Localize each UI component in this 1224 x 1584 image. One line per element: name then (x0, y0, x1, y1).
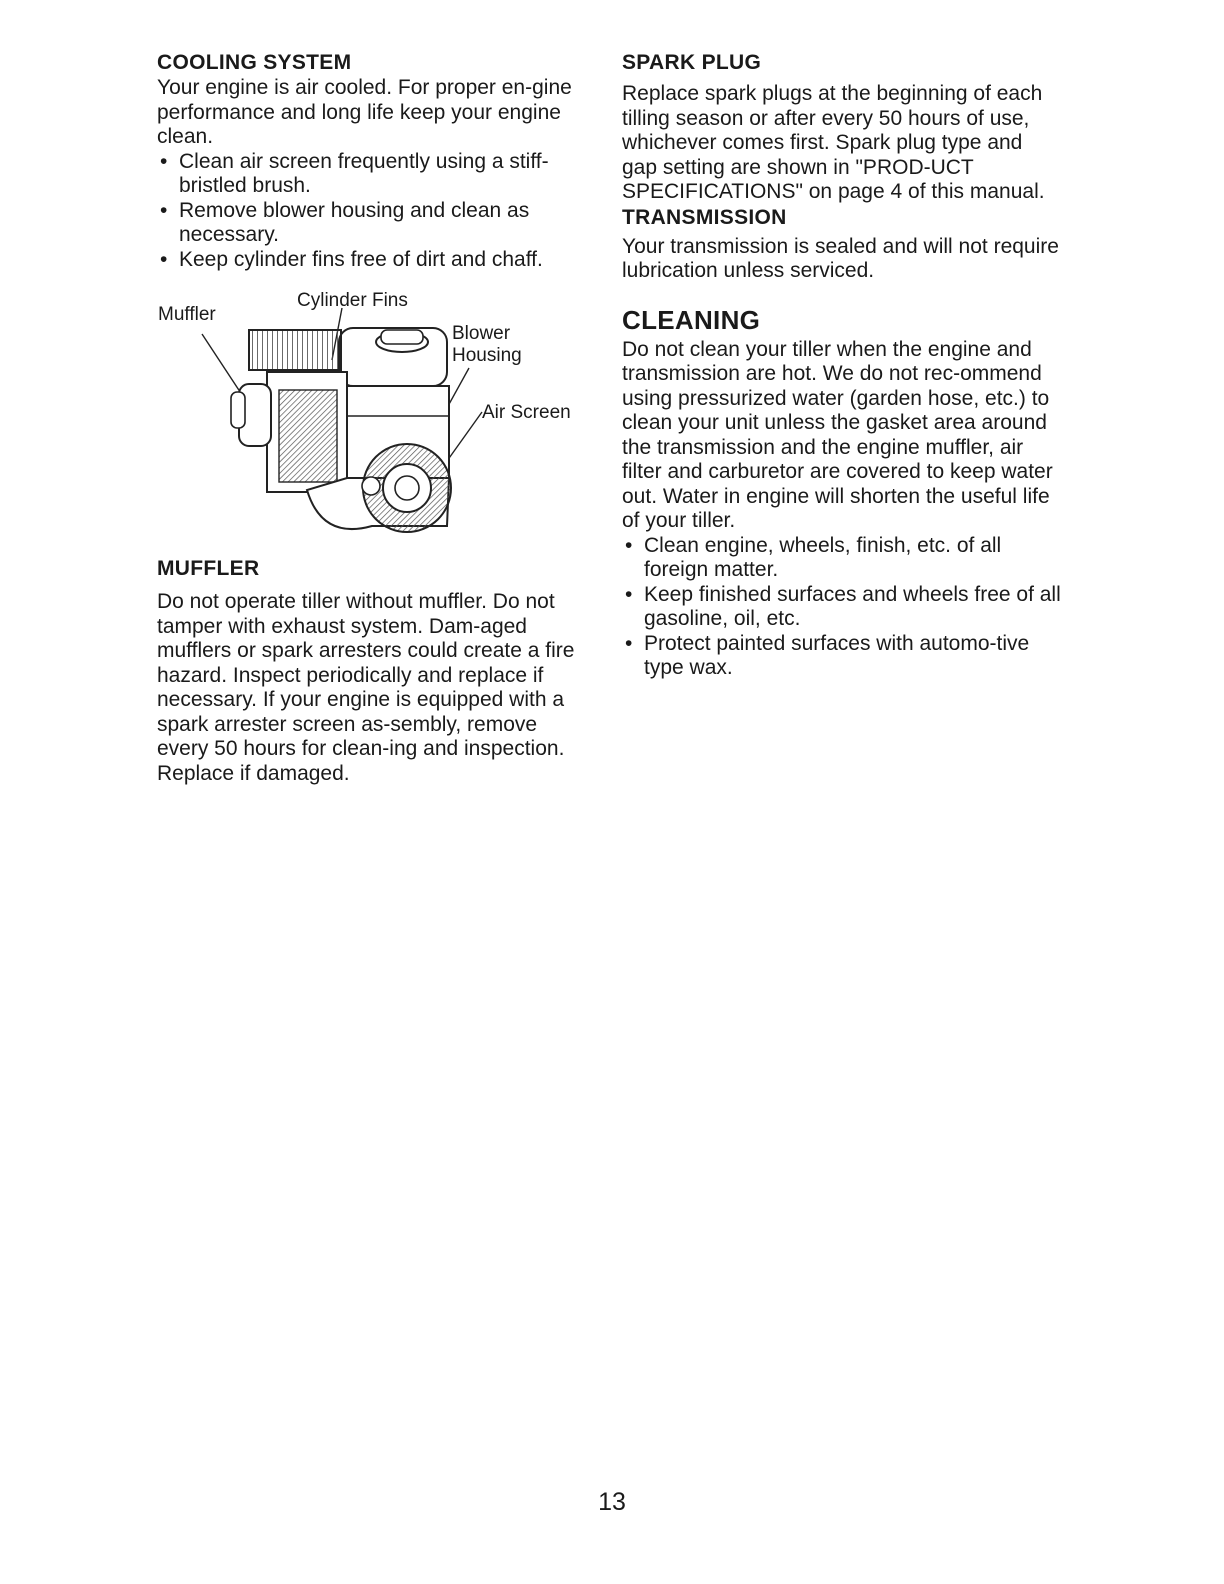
transmission-text: Your transmission is sealed and will not require lubrication unless serviced. (622, 234, 1059, 282)
list-item: • Clean air screen frequently using a stiff-bristled brush. (160, 149, 549, 197)
list-item: • Remove blower housing and clean as necessary. (160, 198, 530, 246)
cooling-bullet-list (157, 150, 587, 273)
engine-diagram (157, 290, 587, 540)
list-item: • Protect painted surfaces with automo-tive type wax. (625, 631, 1030, 679)
muffler-heading: MUFFLER (157, 557, 260, 580)
muffler-text: Do not operate tiller without muffler. Do not tamper with exhaust system. Dam-aged mufflers or spark arresters could create a fire hazard. Inspect periodically and replace if necessary. If your engine is equipped with a spark arrester screen as-sembly, remove every 50 hours for clean-ing and inspection. Replace if damaged. (157, 590, 575, 785)
housing-label: Housing (452, 345, 522, 366)
page-number: 13 (598, 1488, 626, 1516)
list-item: • Clean engine, wheels, finish, etc. of all foreign matter. (625, 533, 1002, 581)
bullet-icon: • (625, 533, 633, 557)
bullet-icon: • (160, 149, 168, 173)
list-item: • Keep finished surfaces and wheels free of all gasoline, oil, etc. (625, 582, 1061, 630)
cooling-system-text: Your engine is air cooled. For proper en-gine performance and long life keep your engine clean. (157, 76, 572, 148)
transmission-heading: TRANSMISSION (622, 205, 787, 229)
bullet-icon: • (625, 631, 633, 655)
cylinder-fins-label: Cylinder Fins (297, 290, 408, 311)
blower-label: Blower (452, 323, 511, 344)
right-column (622, 50, 1062, 681)
cooling-system-heading: COOLING SYSTEM (157, 51, 352, 74)
spark-plug-heading: SPARK PLUG (622, 51, 762, 74)
bullet-icon: • (160, 247, 168, 271)
air-screen-label: Air Screen (482, 402, 571, 423)
bullet-icon: • (625, 582, 633, 606)
list-item: • Keep cylinder fins free of dirt and chaff. (160, 247, 543, 271)
muffler-label: Muffler (158, 304, 216, 325)
cleaning-heading: CLEANING (622, 304, 761, 335)
left-column (157, 50, 587, 786)
cleaning-bullet-list (622, 534, 1062, 681)
engine-illustration (157, 290, 587, 540)
spark-plug-text: Replace spark plugs at the beginning of each tilling season or after every 50 hours of use, whichever comes first. Spark plug type and gap setting are shown in "PROD-UCT SPECIFICATIONS" on page 4 of this manual. (622, 82, 1045, 203)
cleaning-text: Do not clean your tiller when the engine and transmission are hot. We do not rec-ommend using pressurized water (garden hose, etc.) to clean your unit unless the gasket area around the transmission and the engine muffler, air filter and carburetor are covered to keep water out. Water in engine will shorten the useful life of your tiller. (622, 337, 1053, 532)
bullet-icon: • (160, 198, 168, 222)
